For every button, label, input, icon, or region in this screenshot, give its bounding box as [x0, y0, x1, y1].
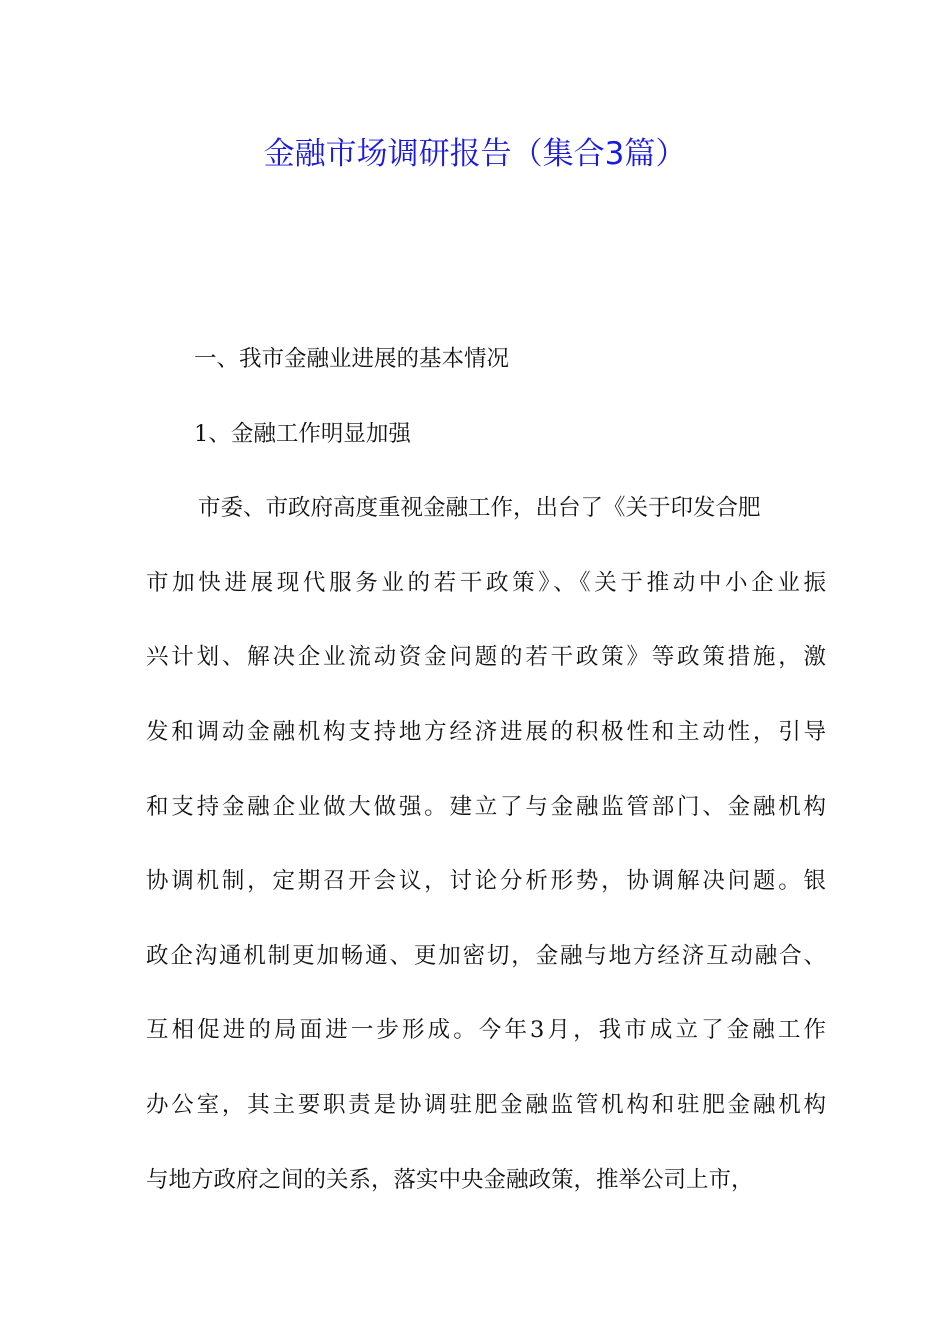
paragraph-line: 互相促进的局面进一步形成。今年3月，我市成立了金融工作	[146, 1017, 826, 1044]
paragraph-line: 政企沟通机制更加畅通、更加密切，金融与地方经济互动融合、	[146, 942, 826, 969]
paragraph-line: 与地方政府之间的关系，落实中央金融政策，推举公司上市，	[146, 1166, 754, 1193]
paragraph-line: 市委、市政府高度重视金融工作，出台了《关于印发合肥	[198, 495, 761, 522]
paragraph-line: 市加快进展现代服务业的若干政策》、《关于推动中小企业振	[146, 569, 826, 596]
subsection-heading: 1、金融工作明显加强	[194, 420, 411, 447]
document-title: 金融市场调研报告（集合3篇）	[263, 136, 687, 172]
paragraph-line: 办公室，其主要职责是协调驻肥金融监管机构和驻肥金融机构	[146, 1091, 826, 1118]
paragraph-line: 发和调动金融机构支持地方经济进展的积极性和主动性，引导	[146, 718, 826, 745]
paragraph-line: 兴计划、解决企业流动资金问题的若干政策》等政策措施，激	[146, 644, 826, 671]
document-body	[146, 334, 826, 1229]
paragraph-line: 协调机制，定期召开会议，讨论分析形势，协调解决问题。银	[146, 868, 826, 895]
paragraph-line: 和支持金融企业做大做强。建立了与金融监管部门、金融机构	[146, 793, 826, 820]
section-heading: 一、我市金融业进展的基本情况	[194, 346, 510, 372]
